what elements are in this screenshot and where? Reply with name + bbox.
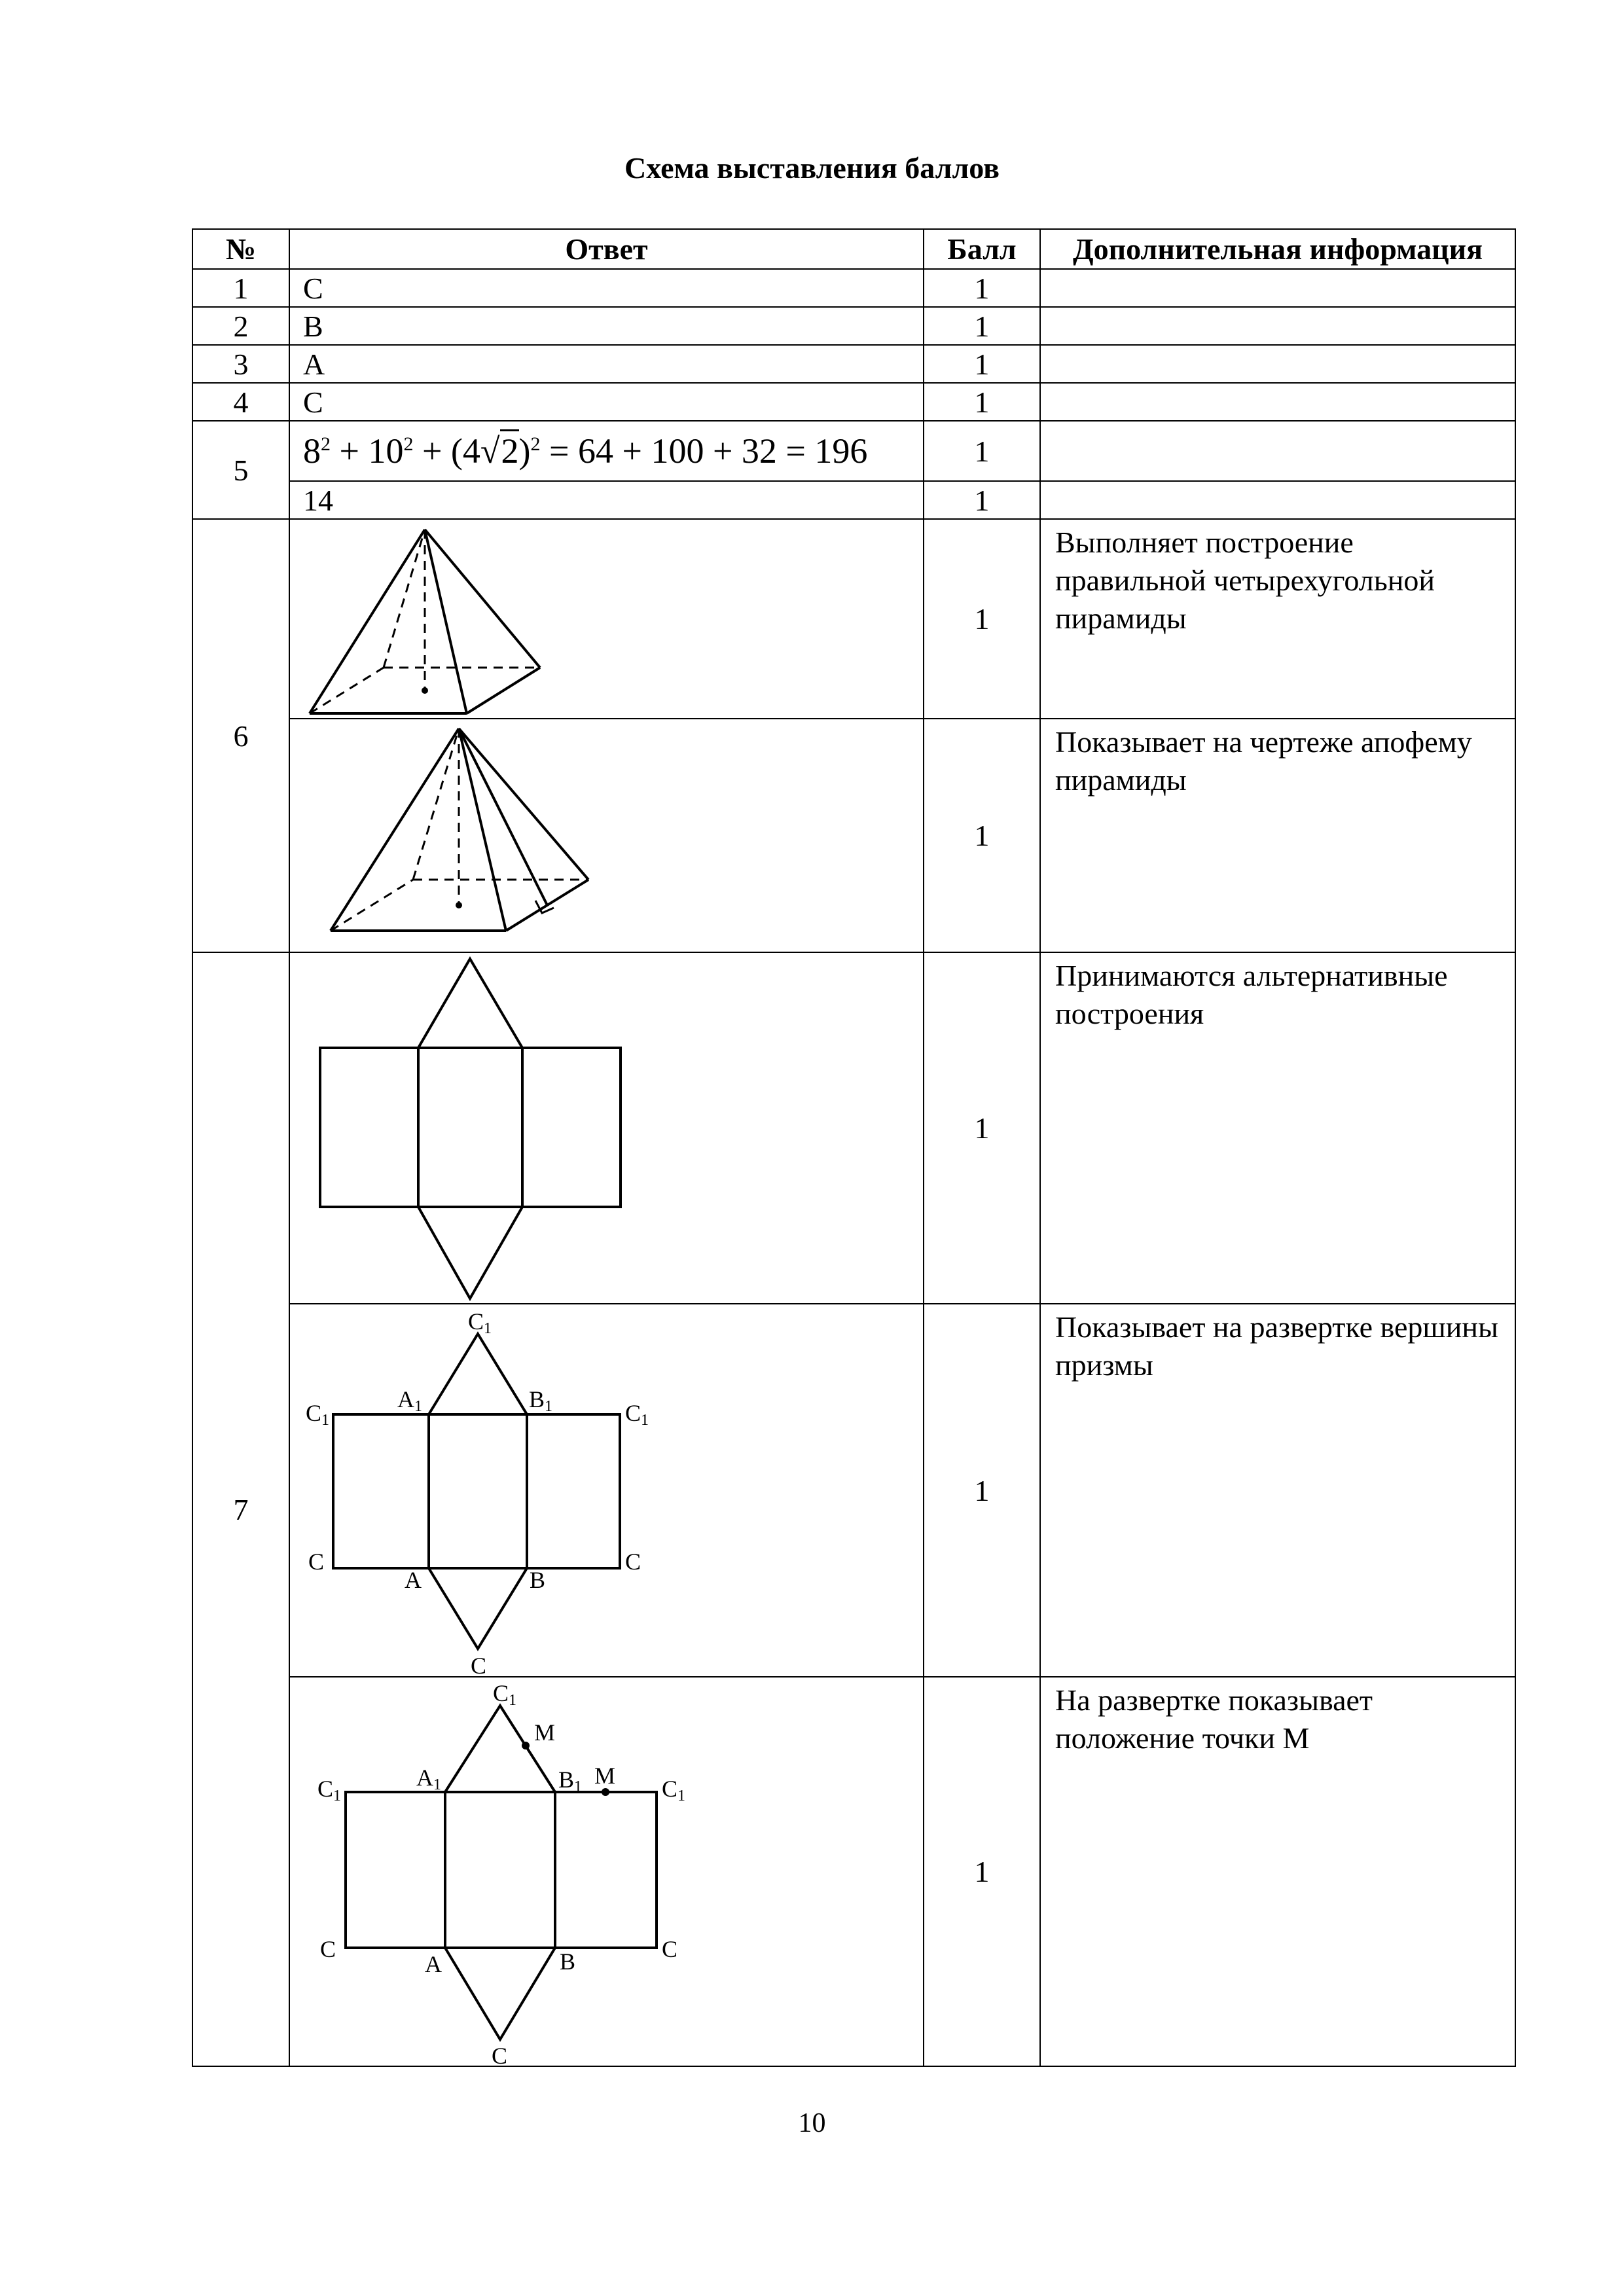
info-cell (1040, 481, 1515, 519)
table-row (192, 1304, 1515, 1677)
points-cell: 1 (924, 269, 1040, 307)
labeled-prism-net (290, 1304, 924, 1676)
question-number: 7 (192, 952, 289, 2066)
table-row (192, 719, 1515, 952)
header-row (192, 229, 1515, 269)
point-m-prism-net (290, 1677, 924, 2066)
point-label-m-edge: M (594, 1763, 616, 1789)
vertex-label-a1: A1 (397, 1386, 422, 1415)
vertex-label-c-left: C (308, 1549, 325, 1575)
table-row (192, 383, 1515, 421)
vertex-label-c1-left: C1 (306, 1400, 330, 1429)
table-row (192, 345, 1515, 383)
page-title: Схема выставления баллов (624, 151, 1000, 185)
vertex-label-c1-right: C1 (662, 1776, 686, 1804)
info-cell (1040, 269, 1515, 307)
vertex-label-c-bottom: C (492, 2043, 508, 2066)
answer-cell: В (289, 307, 924, 345)
col-header-num: № (192, 229, 289, 269)
info-cell (1040, 383, 1515, 421)
table-row (192, 952, 1515, 1304)
vertex-label-c-right: C (662, 1936, 678, 1962)
points-cell: 1 (924, 1677, 1040, 2066)
score-table (192, 228, 1516, 2067)
table-row (192, 519, 1515, 719)
question-number: 5 (192, 421, 289, 519)
point-m-on-face (522, 1742, 530, 1749)
info-cell: Показывает на развертке вершины призмы (1040, 1304, 1515, 1677)
points-cell: 1 (924, 481, 1040, 519)
point-m-on-edge (602, 1788, 609, 1796)
points-cell: 1 (924, 307, 1040, 345)
answer-cell: А (289, 345, 924, 383)
pyramid-drawing-cell (289, 519, 924, 719)
table-row (192, 307, 1515, 345)
vertex-label-c1: C1 (493, 1680, 517, 1709)
points-cell: 1 (924, 519, 1040, 719)
vertex-label-c-left: C (320, 1936, 336, 1962)
formula-cell (289, 421, 924, 481)
vertex-label-c1-left: C1 (317, 1776, 342, 1804)
table-row (192, 269, 1515, 307)
vertex-label-c-bottom: C (471, 1653, 487, 1676)
table-row (192, 421, 1515, 481)
question-number: 2 (192, 307, 289, 345)
vertex-label-b: B (530, 1567, 546, 1593)
vertex-label-a1: A1 (416, 1765, 441, 1793)
info-cell: На развертке показывает положение точки М (1040, 1677, 1515, 2066)
net-drawing-cell (289, 952, 924, 1304)
vertex-label-c1-right: C1 (625, 1400, 649, 1429)
question-number: 3 (192, 345, 289, 383)
labeled-net-cell (289, 1304, 924, 1677)
point-label-m: M (534, 1719, 556, 1746)
info-cell: Принимаются альтернативные построения (1040, 952, 1515, 1304)
points-cell: 1 (924, 383, 1040, 421)
info-cell (1040, 421, 1515, 481)
question-number: 4 (192, 383, 289, 421)
point-m-net-cell (289, 1677, 924, 2066)
vertex-label-b1: B1 (558, 1767, 583, 1795)
vertex-label-b: B (560, 1948, 576, 1975)
question-number: 1 (192, 269, 289, 307)
points-cell: 1 (924, 719, 1040, 952)
vertex-label-a: A (425, 1951, 442, 1977)
info-cell (1040, 307, 1515, 345)
table-row (192, 1677, 1515, 2066)
table-row (192, 481, 1515, 519)
vertex-label-c-right: C (625, 1549, 641, 1575)
info-cell (1040, 345, 1515, 383)
vertex-label-b1: B1 (529, 1386, 553, 1415)
vertex-label-c1: C1 (468, 1308, 492, 1337)
pyramid-drawing (290, 520, 924, 718)
points-cell: 1 (924, 952, 1040, 1304)
points-cell: 1 (924, 345, 1040, 383)
answer-cell: С (289, 269, 924, 307)
answer-cell: С (289, 383, 924, 421)
info-cell: Выполняет построение правильной четырехугольной пирамиды (1040, 519, 1515, 719)
col-header-info: Дополнительная информация (1040, 229, 1515, 269)
vertex-label-a: A (405, 1567, 422, 1593)
points-cell: 1 (924, 1304, 1040, 1677)
prism-net-drawing (290, 953, 924, 1303)
page-number: 10 (798, 2108, 826, 2138)
col-header-points: Балл (924, 229, 1040, 269)
apothem-drawing (290, 719, 924, 952)
points-cell: 1 (924, 421, 1040, 481)
info-cell: Показывает на чертеже апофему пирамиды (1040, 719, 1515, 952)
apothem-drawing-cell (289, 719, 924, 952)
col-header-answer: Ответ (289, 229, 924, 269)
question-number: 6 (192, 519, 289, 952)
answer-cell: 14 (289, 481, 924, 519)
formula: $8^2 + 10^2 + (4√2)^2 = 64 + 100 + 32 = 196$ (303, 431, 867, 471)
